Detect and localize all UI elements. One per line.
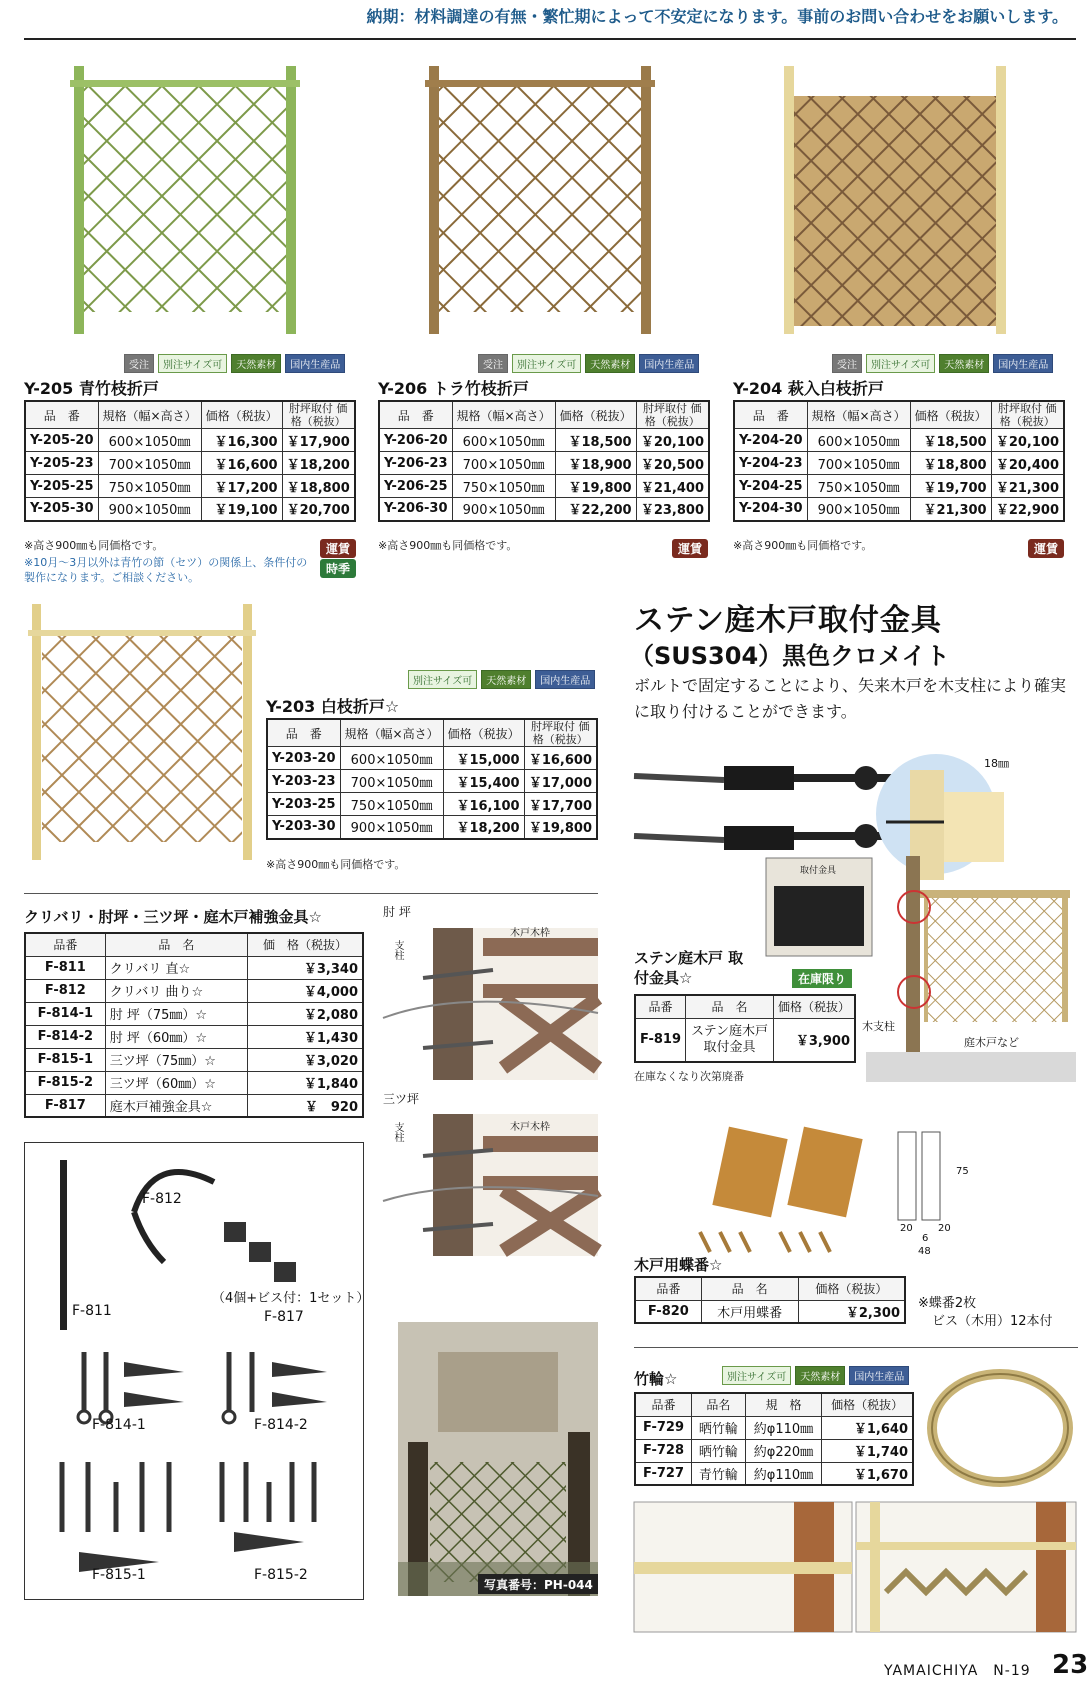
sten-desc: ボルトで固定することにより、矢来木戸を木支柱により確実に取り付けることができます。 [634, 676, 1067, 721]
sten-small-title: ステン庭木戸 取付金具☆ [634, 949, 744, 987]
tag-custom-size: 別注サイズ可 [408, 670, 477, 689]
part-f811-label: F-811 [72, 1303, 112, 1319]
table-row: F-727 青竹輪 約φ110㎜ ￥1,670 [635, 1462, 913, 1485]
tag-natural: 天然素材 [231, 354, 281, 373]
header-notice: 納期：材料調達の有無・繁忙期によって不安定になります。事前のお問い合わせをお願いします。 [366, 7, 1068, 26]
table-row: Y-204-23 700×1050㎜ ￥18,800 ￥20,400 [734, 452, 1064, 475]
table-header: 品 番 規格（幅×高さ） 価格（税抜） 肘坪取付 価格（税抜） [734, 401, 1064, 429]
diagram-mitsu [383, 1106, 598, 1256]
gate-photo-number: 写真番号：PH-044 [484, 1578, 593, 1592]
y204-note: ※高さ900㎜も同価格です。 [733, 539, 873, 552]
table-row: F-819 ステン庭木戸 取付金具 ￥3,900 [635, 1018, 855, 1062]
ring-rule [634, 1347, 1078, 1348]
table-row: Y-204-30 900×1050㎜ ￥21,300 ￥22,900 [734, 498, 1064, 521]
y205-tags [124, 354, 345, 373]
y203-photo [28, 604, 256, 860]
y203-note: ※高さ900㎜も同価格です。 [266, 858, 406, 871]
part-f812-label: F-812 [142, 1191, 182, 1207]
tag-natural: 天然素材 [795, 1366, 845, 1385]
header-rule [24, 38, 1076, 40]
table-row: Y-205-20 600×1050㎜ ￥16,300 ￥17,900 [25, 429, 355, 452]
tag-order: 受注 [478, 354, 508, 373]
table-header: 品番 品 名 価格（税抜） [635, 1277, 905, 1300]
tag-domestic: 国内生産品 [285, 354, 345, 373]
tag-custom-size: 別注サイズ可 [512, 354, 581, 373]
tag-domestic: 国内生産品 [639, 354, 699, 373]
hinge-photo [700, 1122, 970, 1252]
y206-table [378, 400, 710, 522]
table-row: Y-204-25 750×1050㎜ ￥19,700 ￥21,300 [734, 475, 1064, 498]
tag-natural: 天然素材 [939, 354, 989, 373]
part-f814-1-label: F-814-1 [92, 1417, 146, 1433]
y205-table [24, 400, 356, 522]
hinge-note2: ビス（木用）12本付 [932, 1314, 1053, 1329]
y204-tags [832, 354, 1053, 373]
table-row: Y-203-25 750×1050㎜ ￥16,100 ￥17,700 [267, 793, 597, 816]
hinge-table [634, 1276, 906, 1324]
col-price: 価格（税抜） [201, 401, 282, 429]
table-header: 品番 品名 規 格 価格（税抜） [635, 1393, 913, 1416]
col-size: 規格（幅×高さ） [98, 401, 201, 429]
table-row: F-820 木戸用蝶番 ￥2,300 [635, 1300, 905, 1323]
y205-title: Y-205 青竹枝折戸 [24, 379, 159, 398]
hinge-dim-20a: 20 [900, 1223, 913, 1234]
parts-illustrations [24, 1142, 364, 1600]
ring-use-photo-2 [856, 1502, 1076, 1632]
sten-dim-label: 18㎜ [984, 757, 1009, 770]
diagram-hiji-frame: 木戸木枠 [510, 928, 550, 939]
y204-photo [780, 66, 1010, 334]
y205-note1: ※高さ900㎜も同価格です。 [24, 539, 164, 552]
table-row: Y-205-30 900×1050㎜ ￥19,100 ￥20,700 [25, 498, 355, 521]
sten-bolts-photo [634, 736, 900, 956]
y205-photo [70, 66, 300, 334]
table-row: F-814-2 肘 坪（60㎜）☆ ￥1,430 [25, 1025, 363, 1048]
table-row: Y-203-23 700×1050㎜ ￥15,400 ￥17,000 [267, 770, 597, 793]
table-row: Y-206-30 900×1050㎜ ￥22,200 ￥23,800 [379, 498, 709, 521]
hinge-dim-20b: 20 [938, 1223, 951, 1234]
sten-stock-badge: 在庫限り [792, 969, 852, 988]
hinge-note1: ※蝶番2枚 [918, 1296, 977, 1311]
table-header: 品番 品 名 価格（税抜） [635, 995, 855, 1018]
col-floor-price: 肘坪取付 価格（税抜） [282, 401, 355, 429]
part-f815-2-label: F-815-2 [254, 1567, 308, 1583]
tag-natural: 天然素材 [585, 354, 635, 373]
tag-natural: 天然素材 [481, 670, 531, 689]
y205-badge-season: 時季 [320, 559, 356, 578]
table-row: Y-206-20 600×1050㎜ ￥18,500 ￥20,100 [379, 429, 709, 452]
part-f815-1-label: F-815-1 [92, 1567, 146, 1583]
table-row: F-729 晒竹輪 約φ110㎜ ￥1,640 [635, 1416, 913, 1439]
sten-subtitle: （SUS304）黒色クロメイト [630, 642, 950, 670]
sten-table [634, 994, 856, 1063]
table-row: F-814-1 肘 坪（75㎜）☆ ￥2,080 [25, 1002, 363, 1025]
y203-table [266, 718, 598, 840]
footer-brand: YAMAICHIYA N-19 [884, 1663, 1031, 1679]
gate-photo [398, 1322, 598, 1596]
tag-custom-size: 別注サイズ可 [866, 354, 935, 373]
tag-domestic: 国内生産品 [993, 354, 1053, 373]
ring-title: 竹輪☆ [634, 1370, 678, 1388]
sten-gate-label: 庭木戸など [964, 1036, 1019, 1049]
table-row: Y-206-25 750×1050㎜ ￥19,800 ￥21,400 [379, 475, 709, 498]
y204-table [733, 400, 1065, 522]
y206-badge-freight: 運賃 [672, 539, 708, 558]
tag-custom-size: 別注サイズ可 [722, 1366, 791, 1385]
tag-domestic: 国内生産品 [535, 670, 595, 689]
diagram-hiji-pillar: 支柱 [392, 940, 403, 960]
hinge-dim-48: 48 [918, 1246, 931, 1257]
y206-photo [425, 66, 655, 334]
y204-badge-freight: 運賃 [1028, 539, 1064, 558]
y205-badge-freight: 運賃 [320, 539, 356, 558]
table-header: 品番 品 名 価 格（税抜） [25, 933, 363, 956]
diagram-mitsu-label: 三ツ坪 [383, 1092, 420, 1106]
ring-photo [924, 1366, 1076, 1490]
sten-install-diagram [866, 752, 1076, 1082]
table-row: Y-205-25 750×1050㎜ ￥17,200 ￥18,800 [25, 475, 355, 498]
tag-order: 受注 [832, 354, 862, 373]
table-row: F-812 クリバリ 曲り☆ ￥4,000 [25, 979, 363, 1002]
table-header: 品 番 規格（幅×高さ） 価格（税抜） 肘坪取付 価格（税抜） [267, 719, 597, 747]
sten-package-label: 取付金具 [800, 866, 837, 876]
table-row: F-817 庭木戸補強金具☆ ￥ 920 [25, 1094, 363, 1117]
col-code: 品 番 [25, 401, 98, 429]
tag-order: 受注 [124, 354, 154, 373]
ring-use-photo-1 [634, 1502, 852, 1632]
y203-tags [408, 670, 595, 689]
y206-title: Y-206 トラ竹枝折戸 [378, 379, 529, 398]
sten-pillar-label: 木支柱 [862, 1020, 895, 1033]
table-header: 品 番 規格（幅×高さ） 価格（税抜） 肘坪取付 価格（税抜） [379, 401, 709, 429]
table-row: Y-206-23 700×1050㎜ ￥18,900 ￥20,500 [379, 452, 709, 475]
table-row: Y-204-20 600×1050㎜ ￥18,500 ￥20,100 [734, 429, 1064, 452]
footer-page-number: 23 [1052, 1650, 1088, 1680]
part-f814-2-label: F-814-2 [254, 1417, 308, 1433]
hinge-dim-6: 6 [922, 1233, 929, 1244]
table-row: F-815-2 三ツ坪（60㎜）☆ ￥1,840 [25, 1071, 363, 1094]
table-row: Y-203-20 600×1050㎜ ￥15,000 ￥16,600 [267, 747, 597, 770]
part-f817-note: （4個+ビス付：1セット） [212, 1291, 370, 1306]
y206-tags [478, 354, 699, 373]
sten-note: 在庫なくなり次第廃番 [634, 1070, 744, 1083]
tag-domestic: 国内生産品 [849, 1366, 909, 1385]
diagram-hiji [383, 918, 598, 1080]
table-row: Y-205-23 700×1050㎜ ￥16,600 ￥18,200 [25, 452, 355, 475]
table-row: F-811 クリバリ 直☆ ￥3,340 [25, 956, 363, 979]
y203-title: Y-203 白枝折戸☆ [266, 697, 400, 716]
table-header [25, 401, 355, 429]
ring-tags [722, 1366, 909, 1385]
hinge-title: 木戸用蝶番☆ [634, 1256, 723, 1274]
part-f817-label: F-817 [264, 1309, 304, 1325]
y205-note2: ※10月～3月以外は青竹の節（セツ）の関係上、条件付の製作になります。ご相談ください。 [24, 556, 308, 584]
hardware-table [24, 932, 364, 1118]
diagram-hiji-label: 肘 坪 [383, 905, 411, 919]
tag-custom-size: 別注サイズ可 [158, 354, 227, 373]
y206-note: ※高さ900㎜も同価格です。 [378, 539, 518, 552]
diagram-mitsu-pillar: 支柱 [392, 1122, 403, 1142]
hardware-rule [24, 893, 598, 894]
table-row: Y-203-30 900×1050㎜ ￥18,200 ￥19,800 [267, 816, 597, 839]
table-row: F-815-1 三ツ坪（75㎜）☆ ￥3,020 [25, 1048, 363, 1071]
sten-title: ステン庭木戸取付金具 [634, 603, 942, 638]
diagram-mitsu-frame: 木戸木枠 [510, 1122, 550, 1133]
hardware-title: クリバリ・肘坪・三ツ坪・庭木戸補強金具☆ [24, 908, 322, 926]
table-row: F-728 晒竹輪 約φ220㎜ ￥1,740 [635, 1439, 913, 1462]
ring-table [634, 1392, 914, 1486]
hinge-dim-75: 75 [956, 1166, 969, 1177]
y204-title: Y-204 萩入白枝折戸 [733, 379, 884, 398]
